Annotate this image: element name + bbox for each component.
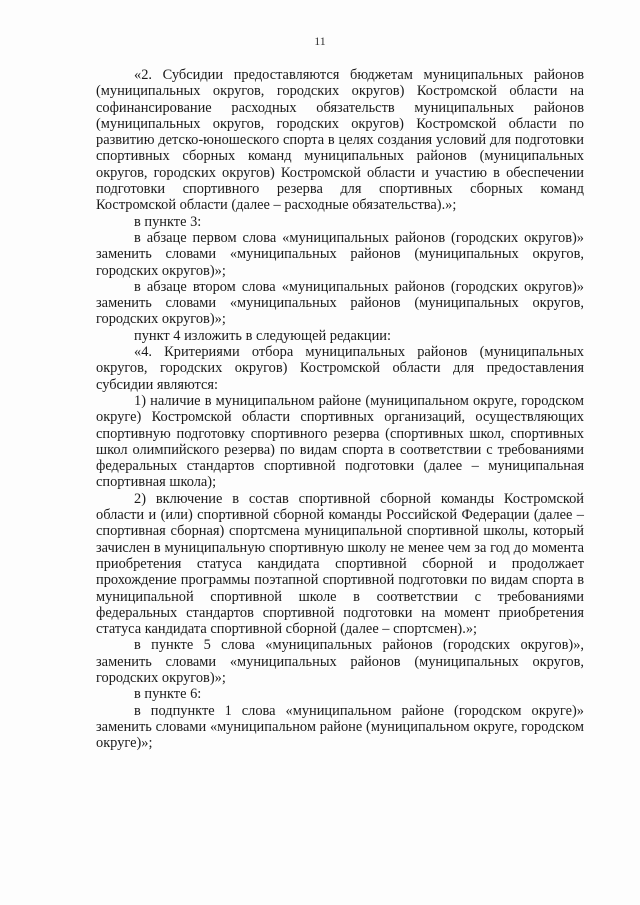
paragraph-item-3-second-clause: в абзаце втором слова «муниципальных районов (городских округов)» заменить словами «муниципальных районов (муниципальных округов, городских округов)»; — [96, 278, 584, 328]
paragraph-item-3-first-clause: в абзаце первом слова «муниципальных районов (городских округов)» заменить словами «муниципальных районов (муниципальных округов, городских округов)»; — [96, 229, 584, 279]
paragraph-criterion-1: 1) наличие в муниципальном районе (муниципальном округе, городском округе) Костромской области спортивных организаций, осуществляющих спортивную подготовку спортивного резерва (спортивных школ, спортивных школ олимпийского резерва) по видам спорта в соответствии с требованиями федеральных стандартов спортивной подготовки (далее – муниципальная спортивная школа); — [96, 392, 584, 491]
paragraph-item-5: в пункте 5 слова «муниципальных районов (городских округов)», заменить словами «муниципальных районов (муниципальных округов, городских округов)»; — [96, 637, 584, 686]
paragraph-item-4-criteria: «4. Критериями отбора муниципальных районов (муниципальных округов, городских округов) Костромской области для предоставления субсидии являются: — [96, 344, 584, 393]
paragraph-item-4-intro: пункт 4 изложить в следующей редакции: — [134, 327, 391, 344]
paragraph-item-6-subitem-1: в подпункте 1 слова «муниципальном районе (городском округе)» заменить словами «муниципальном районе (муниципальном округе, городском округе)»; — [96, 702, 584, 752]
paragraph-criterion-2: 2) включение в состав спортивной сборной команды Костромской области и (или) спортивной сборной команды Российской Федерации (далее – спортивная сборная) спортсмена муниципальной спортивной школы, который зачислен в муниципальную спортивную школу не менее чем за год до момента приобретения статуса кандидата спортивной сборной и продолжает прохождение программы поэтапной спортивной подготовки по видам спорта в муниципальной спортивной школе в соответствии с требованиями федеральных стандартов спортивной подготовки на момент приобретения статуса кандидата спортивной сборной (далее – спортсмен).»; — [96, 490, 584, 638]
paragraph-item-6-intro: в пункте 6: — [134, 686, 202, 703]
document-body — [96, 67, 584, 751]
paragraph-subsidy-item-2: «2. Субсидии предоставляются бюджетам муниципальных районов (муниципальных округов, городских округов) Костромской области на софинансирование расходных обязательств муниципальных районов (муниципальных округов, городских округов) Костромской области по развитию детско-юношеского спорта в целях создания условий для подготовки спортивных сборных команд муниципальных районов (муниципальных округов, городских округов) Костромской области и участию в обеспечении подготовки спортивного резерва для спортивных сборных команд Костромской области (далее – расходные обязательства).»; — [96, 67, 584, 214]
paragraph-item-3-intro: в пункте 3: — [134, 213, 202, 230]
page-number: 11 — [314, 34, 326, 48]
